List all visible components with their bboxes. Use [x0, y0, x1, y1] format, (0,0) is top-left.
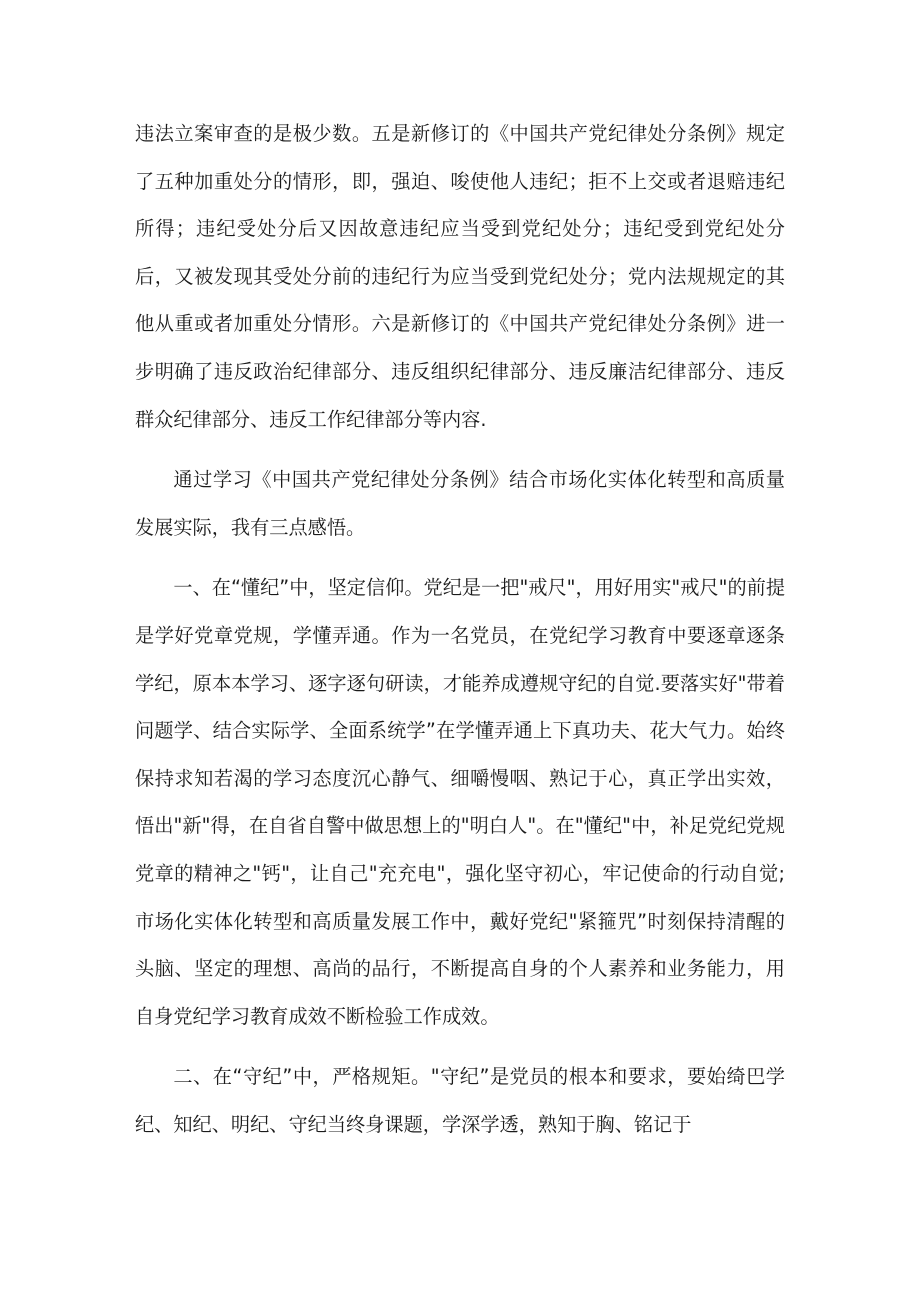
paragraph-3: 一、在“懂纪”中，坚定信仰。党纪是一把"戒尺"，用好用实"戒尺"的前提是学好党章党规，学懂弄通。作为一名党员，在党纪学习教育中要逐章逐条学纪，原本本学习、逐字逐句研读，才能养成遵规守纪的自觉.要落实好"带着问题学、结合实际学、全面系统学”在学懂弄通上下真功夫、花大气力。始终保持求知若渴的学习态度沉心静气、细嚼慢咽、熟记于心，真正学出实效，悟出"新"得，在自省自警中做思想上的"明白人"。在"懂纪"中，补足党纪党规党章的精神之"钙"，让自己"充充电"，强化坚守初心，牢记使命的行动自觉;市场化实体化转型和高质量发展工作中，戴好党纪"紧箍咒”时刻保持清醒的头脑、坚定的理想、高尚的品行，不断提高自身的个人素养和业务能力，用自身党纪学习教育成效不断检验工作成效。	[135, 576, 786, 1028]
paragraph-1: 违法立案审查的是极少数。五是新修订的《中国共产党纪律处分条例》规定了五种加重处分的情形，即，强迫、唆使他人违纪；拒不上交或者退赔违纪所得；违纪受处分后又因故意违纪应当受到党纪处分；违纪受到党纪处分后，又被发现其受处分前的违纪行为应当受到党纪处分；党内法规规定的其他从重或者加重处分情形。六是新修订的《中国共产党纪律处分条例》进一步明确了违反政治纪律部分、违反组织纪律部分、违反廉洁纪律部分、违反群众纪律部分、违反工作纪律部分等内容.	[135, 122, 785, 431]
paragraph-2: 通过学习《中国共产党纪律处分条例》结合市场化实体化转型和高质量发展实际，我有三点感悟。	[135, 468, 785, 539]
paragraph-4: 二、在“守纪”中，严格规矩。"守纪”是党员的根本和要求，要始绮巴学纪、知纪、明纪、守纪当终身课题，学深学透，熟知于胸、铭记于	[135, 1065, 785, 1136]
document-body	[135, 110, 785, 1148]
